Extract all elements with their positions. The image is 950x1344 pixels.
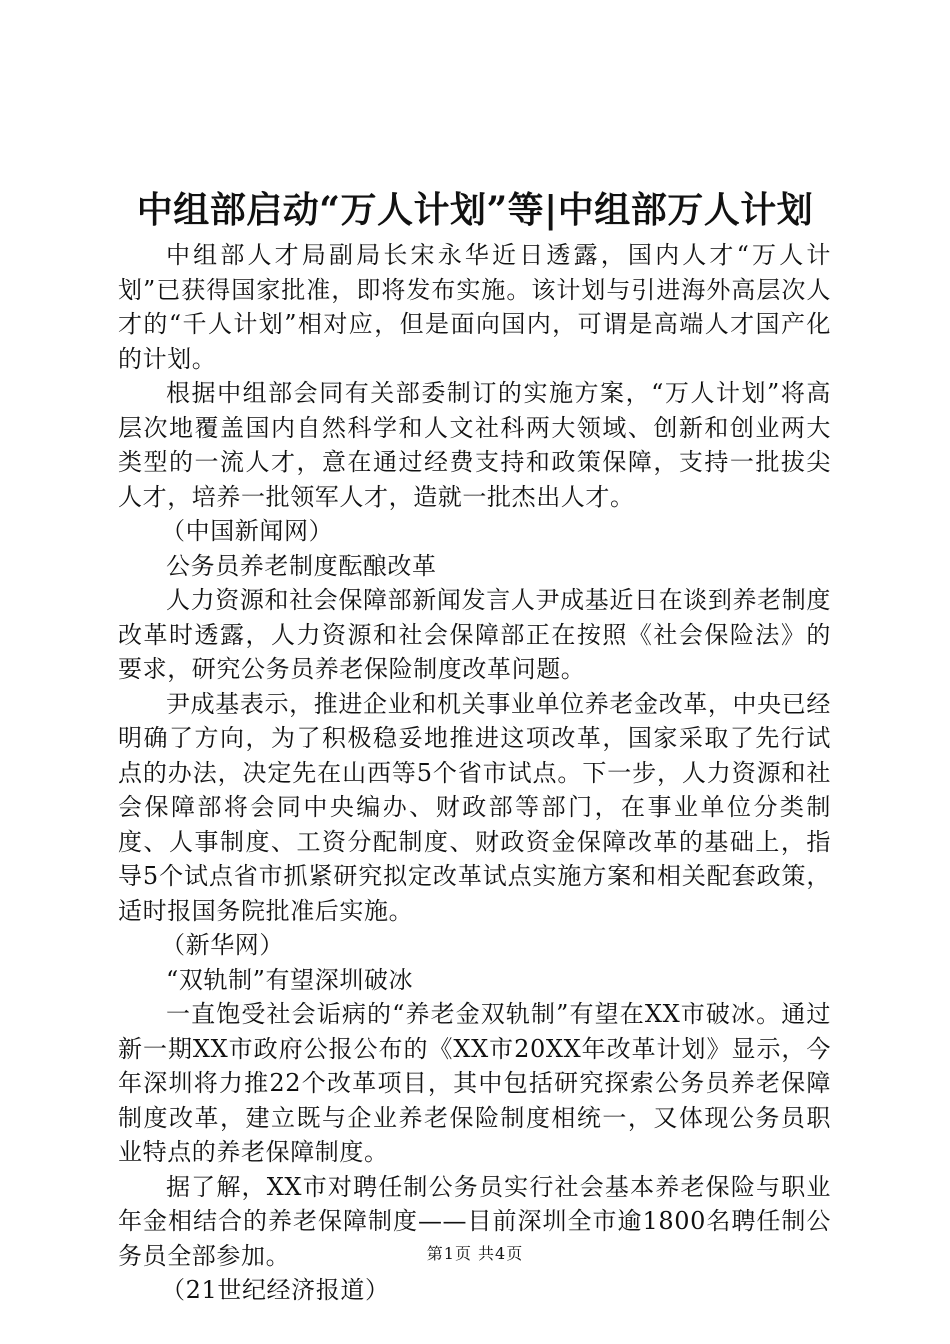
paragraph-4: 尹成基表示，推进企业和机关事业单位养老金改革，中央已经明确了方向，为了积极稳妥地推进这项改革，国家采取了先行试点的办法，决定先在山西等5个省市试点。下一步，人力资源和社会保障部将会同中央编办、财政部等部门，在事业单位分类制度、人事制度、工资分配制度、财政资金保障改革的基础上，指导5个试点省市抓紧研究拟定改革试点实施方案和相关配套政策，适时报国务院批准后实施。 [118, 689, 831, 925]
source-note-1: （中国新闻网） [161, 517, 334, 545]
source-note-3: （21世纪经济报道） [161, 1276, 390, 1304]
section-heading-1: 公务员养老制度酝酿改革 [166, 551, 437, 580]
paragraph-6: 据了解，XX市对聘任制公务员实行社会基本养老保险与职业年金相结合的养老保障制度——目前深圳全市逾1800名聘任制公务员全部参加。 [118, 1172, 831, 1270]
paragraph-3: 人力资源和社会保障部新闻发言人尹成基近日在谈到养老制度改革时透露，人力资源和社会保障部正在按照《社会保险法》的要求，研究公务员养老保险制度改革问题。 [118, 586, 831, 683]
section-heading-2: “双轨制”有望深圳破冰 [166, 965, 414, 994]
document-title: 中组部启动“万人计划”等|中组部万人计划 [136, 189, 814, 231]
source-note-2: （新华网） [161, 931, 284, 959]
paragraph-5: 一直饱受社会诟病的“养老金双轨制”有望在XX市破冰。通过新一期XX市政府公报公布的《XX市20XX年改革计划》显示，今年深圳将力推22个改革项目，其中包括研究探索公务员养老保障制度改革，建立既与企业养老保险制度相统一，又体现公务员职业特点的养老保障制度。 [118, 1000, 831, 1166]
paragraph-1: 中组部人才局副局长宋永华近日透露，国内人才“万人计划”已获得国家批准，即将发布实施。该计划与引进海外高层次人才的“千人计划”相对应，但是面向国内，可谓是高端人才国产化的计划。 [118, 241, 831, 373]
document-body [118, 238, 831, 1308]
paragraph-2: 根据中组部会同有关部委制订的实施方案，“万人计划”将高层次地覆盖国内自然科学和人文社科两大领域、创新和创业两大类型的一流人才，意在通过经费支持和政策保障，支持一批拔尖人才，培养一批领军人才，造就一批杰出人才。 [118, 379, 831, 511]
page-number-footer: 第1页 共4页 [426, 1244, 524, 1263]
